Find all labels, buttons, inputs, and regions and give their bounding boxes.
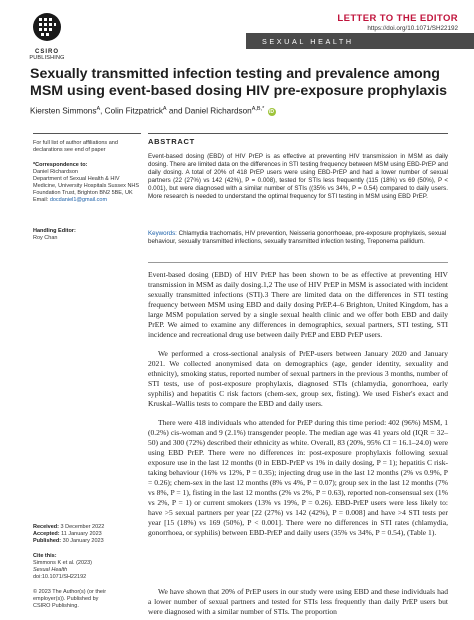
affiliation-note: For full list of author affiliations and declarations see end of paper xyxy=(33,140,118,153)
email-link[interactable]: docdaniel1@gmail.com xyxy=(49,197,108,203)
doi-link[interactable]: https://doi.org/10.1071/SH22192 xyxy=(367,25,458,32)
publisher-name: CSIRO PUBLISHING xyxy=(29,49,65,61)
article-type-label: LETTER TO THE EDITOR xyxy=(337,13,458,24)
body-paragraph-4: We have shown that 20% of PrEP users in our study were using EBD and these individuals had a lower number of sexual partners and tested for STIs less frequently than daily PrEP users but were diagnosed with a similar number of STIs. The proportion xyxy=(148,587,448,616)
body-paragraph-3: There were 418 individuals who attended for PrEP during this time period: 402 (96%) MSM, 1 (0.2%) cis-woman and 9 (2.1%) transgender people. The median age was 41 years old (IQR = 32–50) and 300 (72%) described their ethnicity as white. Overall, 83 (20%, 95% CI = 16.1–24.0) were using EBD PrEP. There were no differences in: post-exposure prophylaxis following sexual exposure use in the last 12 months (0 in EBD-PrEP vs 1% in daily dosing, P = 1); hepatitis C risk-taking behaviour (16% vs 12%, P = 0.35); injecting drug use in the last 12 months (2% vs 0.9%, P = 0.26); chem-sex in the last 12 months (8% vs 4%, P = 0.07); group sex in the last 12 months (7% vs 8%, P = 1), fisting in the last 12 months (2% vs 2%, P = 0.63), reported non-consensual sex (1% vs 2%, P = 1) or current smokers (13% vs 19%, P = 0.26). EBD-PrEP users were less likely to: have >5 sexual partners per year [22 (27%) vs 142 (42%), P = 0.008] and have >4 STI tests per year [15 (18%) vs 169 (50%), P < 0.001]. There were no differences in STI rates (chlamydia, gonorrhoea, or syphilis) between EBD-PrEP and daily users (35% vs 34%, P = 0.54), (Table 1). xyxy=(148,418,448,537)
author-name: Colin Fitzpatrick xyxy=(104,106,163,116)
citation-block: Cite this: Simmons K et al. (2023) Sexual Health doi:10.1071/SH22192 xyxy=(33,553,92,580)
keywords xyxy=(148,230,448,246)
body-paragraph-2: We performed a cross-sectional analysis of PrEP-users between January 2020 and January 2021. We collected anonymised data on demographics (age, gender identity, sexuality and ethnicity), smoking status, reported number of sexual partners in the previous 3 months, number of STI tests, use of post-exposure prophylaxis, diagnosed STIs (chlamydia, gonorrhoea, early syphilis) and hepatitis C risk factors (chem-sex, group sex, fisting). We used Fisher's exact and Kruskal–Wallis tests to compare the EBD and daily users. xyxy=(148,349,448,408)
handling-editor: Handling Editor: Roy Chan xyxy=(33,228,76,241)
orcid-icon[interactable]: iD xyxy=(269,108,275,115)
author-name: and Daniel Richardson xyxy=(168,106,252,116)
body-paragraph-1: Event-based dosing (EBD) of HIV PrEP has been shown to be as effective at preventing HIV transmission in MSM as daily dosing.1,2 The use of HIV PrEP in MSM is associated with incident sexually transmitted infections (STI).3 There are limited data on the differences in STI testing frequency between MSM using EBD and daily dosing PrEP.4–6 Brighton, United Kingdom, has a large MSM population served by a single sexual health clinic and we offer both EBD and daily PrEP. We aimed to examine any differences in demographics, sexual partners, STI testing, STI incidence and recreational drug use between daily PrEP and EBD PrEP users. xyxy=(148,270,448,339)
journal-name: SEXUAL HEALTH xyxy=(262,37,354,46)
article-dates: Received: 3 December 2022 Accepted: 11 January 2023 Published: 30 January 2023 xyxy=(33,524,105,544)
copyright-notice: © 2023 The Author(s) (or their employer(s)). Published by CSIRO Publishing. xyxy=(33,589,107,609)
keywords-list: Chlamydia trachomatis, HIV prevention, Neisseria gonorrhoeae, pre-exposure prophylaxis, sexual behaviour, sexually transmitted infections, sexually transmitted infection testing, Treponema pallidum. xyxy=(148,230,447,245)
abstract-end-divider xyxy=(148,262,448,263)
keywords-label: Keywords: xyxy=(148,230,177,237)
sidebar-divider xyxy=(33,133,141,134)
author-list: Kiersten Simmons$^A$, Colin Fitzpatrick$^A$ and Daniel Richardson$^{A,B,*}$ iD xyxy=(30,106,275,116)
csiro-logo-icon xyxy=(32,12,62,50)
correspondence-block: *Correspondence to: Daniel Richardson Department of Sexual Health & HIV Medicine, University Hospitals Sussex NHS Foundation Trust, Brighton BN2 5BE, UK Email: docdaniel1@gmail.com xyxy=(33,162,140,203)
abstract-text: Event-based dosing (EBD) of HIV PrEP is as effective at preventing HIV transmission in MSM as daily dosing. There are limited data on the differences in STI testing frequency between MSM using EBD-PrEP and daily dosing. A total of 20% of 418 PrEP users were using EBD-PrEP and had a lower number of sexual partners (22 (27%) vs 142 (42%), P = 0.008), tested for STIs less frequently (115 (18%) vs 69 (50%), P < 0.001), but were diagnosed with a similar number of STIs ((35% vs 34%, P = 0.54) compared to daily users. More research is needed to understand the optimal frequency for STI testing in MSM using EBD PrEP. xyxy=(148,153,448,200)
abstract-divider xyxy=(148,133,448,134)
author-name: Kiersten Simmons xyxy=(30,106,97,116)
abstract-heading: ABSTRACT xyxy=(148,137,195,146)
article-title: Sexually transmitted infection testing and prevalence among MSM using event-based dosing HIV pre-exposure prophylaxis xyxy=(30,66,448,99)
